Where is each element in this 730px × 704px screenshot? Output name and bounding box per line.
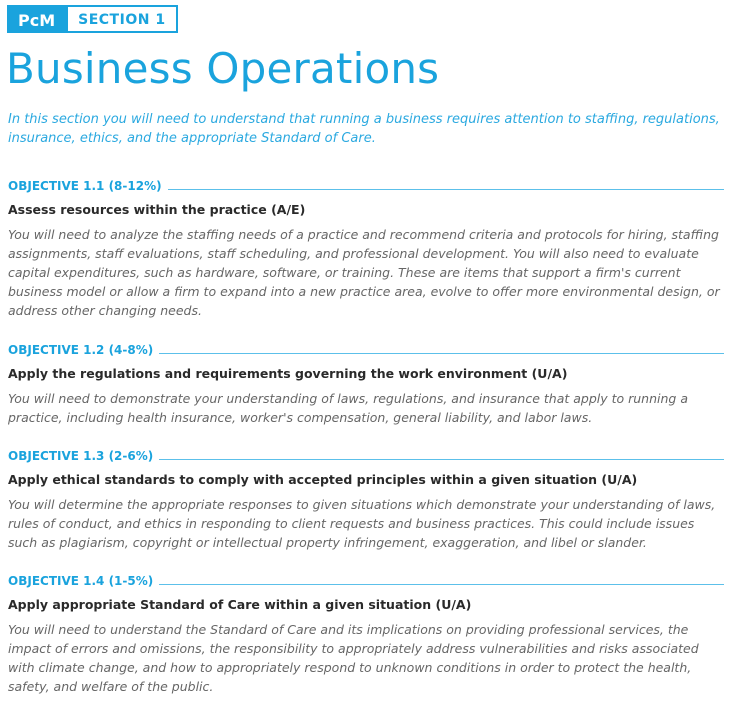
objective-1-2 xyxy=(8,342,724,427)
objective-body: You will need to demonstrate your understanding of laws, regulations, and insurance that apply to running a practice, including health insurance, worker's compensation, general liability, and labor laws. xyxy=(8,391,688,425)
objective-code: OBJECTIVE 1.1 (8-12%) xyxy=(8,179,162,193)
objective-rule xyxy=(159,353,724,354)
objective-header xyxy=(8,573,724,589)
objective-title: Assess resources within the practice (A/E) xyxy=(8,202,306,217)
objective-body: You will need to analyze the staffing needs of a practice and recommend criteria and protocols for hiring, staffing assignments, staff evaluations, staff scheduling, and professional development. You will also need to evaluate capital expenditures, such as hardware, software, or training. These are items that support a firm's current business model or allow a firm to expand into a new practice area, evolve to offer more environmental design, or address other changing needs. xyxy=(8,227,720,318)
objective-title: Apply appropriate Standard of Care within a given situation (U/A) xyxy=(8,597,472,612)
objective-title: Apply the regulations and requirements governing the work environment (U/A) xyxy=(8,366,568,381)
objective-header xyxy=(8,448,724,464)
objective-1-1 xyxy=(8,178,724,320)
section-label: SECTION 1 xyxy=(66,5,177,33)
section-badge xyxy=(7,5,178,33)
objective-code: OBJECTIVE 1.3 (2-6%) xyxy=(8,449,154,463)
objective-1-4 xyxy=(8,573,724,696)
objective-body: You will need to understand the Standard of Care and its implications on providing professional services, the impact of errors and omissions, the responsibility to appropriately address vulnerabilities and risks associated with climate change, and how to appropriately respond to unknown conditions in order to protect the health, safety, and welfare of the public. xyxy=(8,622,699,694)
objective-header xyxy=(8,342,724,358)
objective-body: You will determine the appropriate responses to given situations which demonstrate your understanding of laws, rules of conduct, and ethics in responding to client requests and business practices. This could include issues such as plagiarism, copyright or intellectual property infringement, exaggeration, and libel or slander. xyxy=(8,497,716,550)
page-title: Business Operations xyxy=(6,44,440,93)
brand-label: PcM xyxy=(7,5,66,33)
objective-1-3 xyxy=(8,448,724,552)
objective-code: OBJECTIVE 1.4 (1-5%) xyxy=(8,574,154,588)
intro-paragraph: In this section you will need to understand that running a business requires attention to staffing, regulations, insurance, ethics, and the appropriate Standard of Care. xyxy=(8,112,720,146)
objective-code: OBJECTIVE 1.2 (4-8%) xyxy=(8,343,154,357)
objective-rule xyxy=(168,189,724,190)
objective-header xyxy=(8,178,724,194)
objective-rule xyxy=(159,459,724,460)
objective-title: Apply ethical standards to comply with accepted principles within a given situation (U/A) xyxy=(8,472,638,487)
objective-rule xyxy=(159,584,724,585)
